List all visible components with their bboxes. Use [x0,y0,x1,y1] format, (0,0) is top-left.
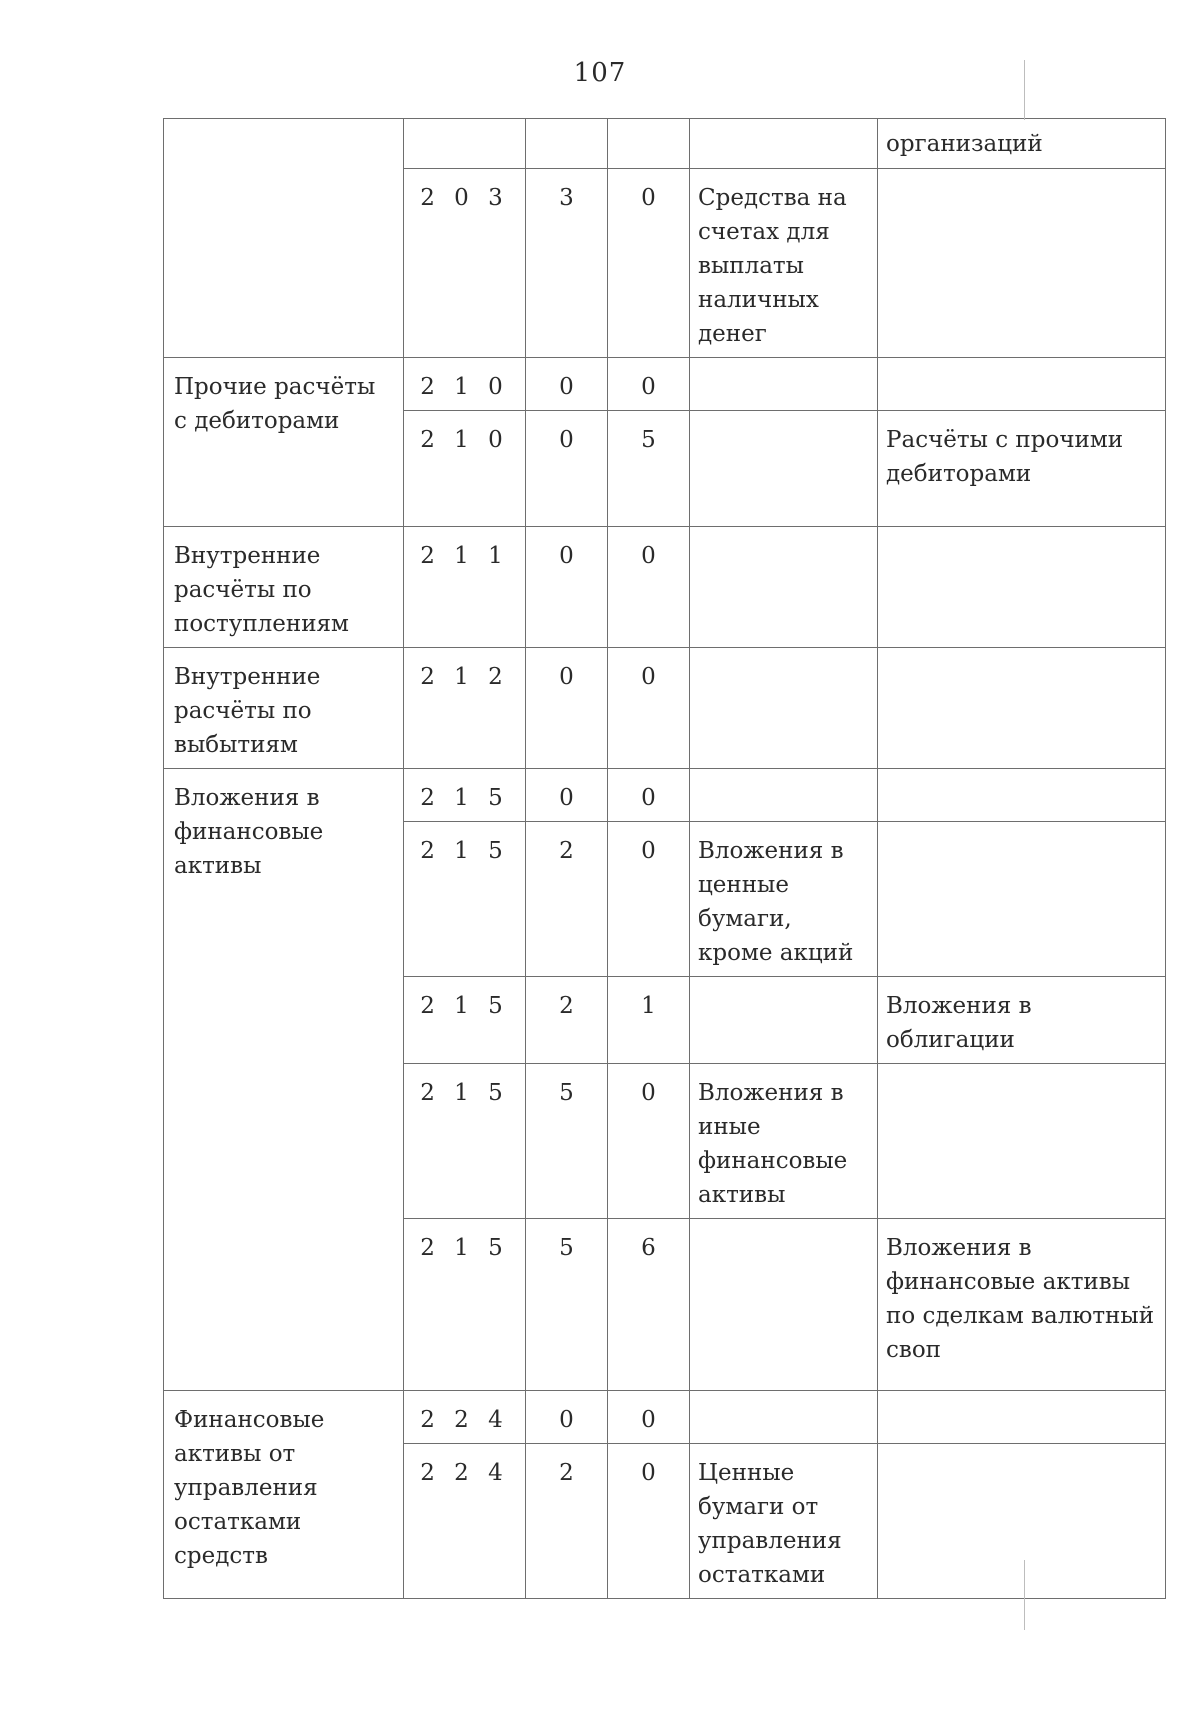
account-digit-2: 6 [608,1219,690,1391]
subaccount-description: Вложения в финансовые активы по сделкам валютный своп [878,1219,1166,1391]
subaccount-description [878,1391,1166,1444]
account-code: 2 1 5 [404,977,526,1064]
account-description [690,527,878,648]
subaccount-description: Расчёты с прочими дебиторами [878,411,1166,527]
account-digit-2: 0 [608,769,690,822]
table-row [164,527,1166,648]
account-digit-2 [608,119,690,169]
scan-artifact-line [1024,1560,1025,1630]
subaccount-description [878,822,1166,977]
account-code: 2 1 0 [404,358,526,411]
account-digit-1: 5 [526,1219,608,1391]
table-row [164,648,1166,769]
account-description [690,977,878,1064]
account-digit-1: 0 [526,411,608,527]
account-digit-1: 0 [526,769,608,822]
table-row [164,119,1166,169]
subaccount-description [878,169,1166,358]
account-digit-2: 5 [608,411,690,527]
account-description: Вложения в ценные бумаги, кроме акций [690,822,878,977]
account-digit-1: 2 [526,977,608,1064]
account-digit-2: 0 [608,648,690,769]
account-description [690,1219,878,1391]
account-description [690,1391,878,1444]
account-description: Средства на счетах для выплаты наличных денег [690,169,878,358]
category-cell: Финансовые активы от управления остатками средств [164,1391,404,1599]
account-code: 2 1 5 [404,1219,526,1391]
account-digit-2: 0 [608,527,690,648]
subaccount-description [878,1064,1166,1219]
account-code: 2 2 4 [404,1391,526,1444]
category-cell: Внутренние расчёты по выбытиям [164,648,404,769]
account-digit-2: 1 [608,977,690,1064]
account-digit-1: 5 [526,1064,608,1219]
category-cell: Вложения в финансовые активы [164,769,404,1391]
subaccount-description: организаций [878,119,1166,169]
account-code: 2 2 4 [404,1444,526,1599]
account-code: 2 1 2 [404,648,526,769]
account-digit-2: 0 [608,1391,690,1444]
category-cell: Прочие расчёты с дебиторами [164,358,404,527]
account-digit-1 [526,119,608,169]
subaccount-description [878,358,1166,411]
account-description [690,411,878,527]
account-description [690,119,878,169]
table-row [164,358,1166,411]
account-description: Вложения в иные финансовые активы [690,1064,878,1219]
account-digit-1: 0 [526,648,608,769]
category-cell: Внутренние расчёты по поступлениям [164,527,404,648]
table-row [164,1391,1166,1444]
account-digit-1: 2 [526,1444,608,1599]
account-description [690,648,878,769]
account-digit-2: 0 [608,822,690,977]
account-code: 2 1 1 [404,527,526,648]
account-code: 2 1 5 [404,822,526,977]
account-digit-2: 0 [608,1444,690,1599]
page-number: 107 [573,58,627,88]
account-digit-2: 0 [608,1064,690,1219]
account-digit-1: 2 [526,822,608,977]
account-digit-1: 0 [526,358,608,411]
account-digit-2: 0 [608,169,690,358]
account-digit-2: 0 [608,358,690,411]
subaccount-description [878,769,1166,822]
scan-artifact-line [1024,60,1025,120]
account-digit-1: 0 [526,527,608,648]
account-code [404,119,526,169]
account-code: 2 1 5 [404,1064,526,1219]
account-digit-1: 3 [526,169,608,358]
account-description [690,358,878,411]
account-description: Ценные бумаги от управления остатками [690,1444,878,1599]
subaccount-description [878,648,1166,769]
account-digit-1: 0 [526,1391,608,1444]
account-code: 2 1 5 [404,769,526,822]
account-code: 2 0 3 [404,169,526,358]
subaccount-description [878,527,1166,648]
subaccount-description: Вложения в облигации [878,977,1166,1064]
accounts-table [163,118,1166,1599]
account-description [690,769,878,822]
category-cell [164,119,404,358]
table-row [164,769,1166,822]
subaccount-description [878,1444,1166,1599]
account-code: 2 1 0 [404,411,526,527]
